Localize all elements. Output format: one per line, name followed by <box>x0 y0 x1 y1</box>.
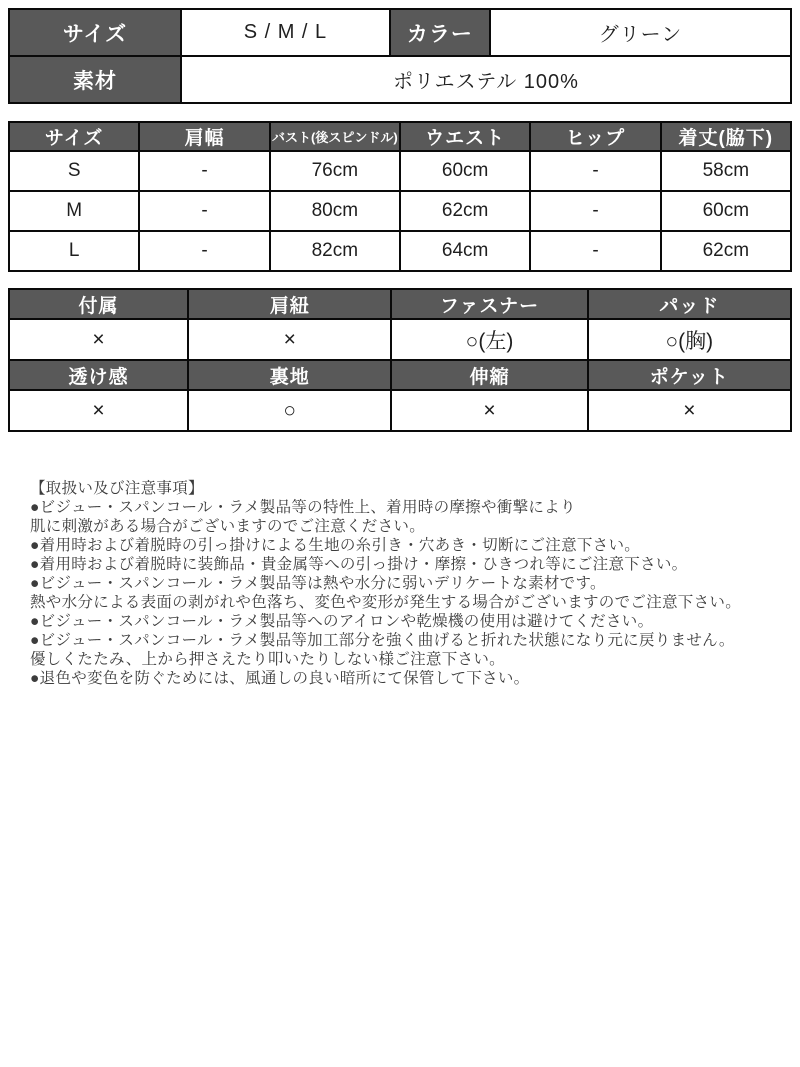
column-header: ヒップ <box>530 122 660 151</box>
table-cell: × <box>9 319 188 360</box>
size-row-m <box>9 191 791 231</box>
column-header: 肩紐 <box>188 289 391 319</box>
size-chart-table <box>8 121 792 272</box>
note-line: ●ビジュー・スパンコール・ラメ製品等へのアイロンや乾燥機の使用は避けてください。 <box>30 613 654 630</box>
table-cell: 62cm <box>661 231 791 271</box>
table-cell: ○(左) <box>391 319 587 360</box>
column-header: パッド <box>588 289 791 319</box>
table-cell: 60cm <box>400 151 530 191</box>
column-header: 伸縮 <box>391 360 587 390</box>
note-line: 肌に刺激がある場合がございますのでご注意ください。 <box>30 518 426 535</box>
color-label: カラー <box>390 9 490 56</box>
column-header: サイズ <box>9 122 139 151</box>
spec-value-row-2 <box>9 390 791 431</box>
table-cell: 62cm <box>400 191 530 231</box>
table-cell: - <box>139 151 269 191</box>
column-header: ファスナー <box>391 289 587 319</box>
column-header: 付属 <box>9 289 188 319</box>
spec-header-row-1 <box>9 289 791 319</box>
column-header: バスト(後スピンドル) <box>270 122 400 151</box>
info-row-material <box>9 56 791 103</box>
material-value: ポリエステル 100% <box>181 56 791 103</box>
table-cell: - <box>530 231 660 271</box>
table-cell: - <box>530 151 660 191</box>
note-line: ●退色や変色を防ぐためには、風通しの良い暗所にて保管して下さい。 <box>30 670 530 687</box>
table-cell: × <box>9 390 188 431</box>
table-cell: S <box>9 151 139 191</box>
table-cell: - <box>139 231 269 271</box>
spec-value-row-1 <box>9 319 791 360</box>
info-table <box>8 8 792 104</box>
info-row-size-color <box>9 9 791 56</box>
size-row-l <box>9 231 791 271</box>
table-cell: ○ <box>188 390 391 431</box>
material-label: 素材 <box>9 56 181 103</box>
table-cell: 64cm <box>400 231 530 271</box>
note-line: 優しくたたみ、上から押さえたり叩いたりしない様ご注意下さい。 <box>30 651 505 668</box>
size-value: S / M / L <box>181 9 390 56</box>
table-cell: × <box>188 319 391 360</box>
column-header: ポケット <box>588 360 791 390</box>
note-line: ●ビジュー・スパンコール・ラメ製品等加工部分を強く曲げると折れた状態になり元に戻りません。 <box>30 632 735 649</box>
table-cell: M <box>9 191 139 231</box>
note-line: 熱や水分による表面の剥がれや色落ち、変色や変形が発生する場合がございますのでご注意下さい。 <box>30 594 742 611</box>
table-cell: - <box>530 191 660 231</box>
table-cell: 82cm <box>270 231 400 271</box>
note-line: ●着用時および着脱時に装飾品・貴金属等への引っ掛け・摩擦・ひきつれ等にご注意下さい。 <box>30 556 688 573</box>
table-cell: - <box>139 191 269 231</box>
spec-table <box>8 288 792 432</box>
spec-header-row-2 <box>9 360 791 390</box>
notes-section <box>30 479 790 688</box>
notes-title: 【取扱い及び注意事項】 <box>30 480 204 497</box>
table-cell: 76cm <box>270 151 400 191</box>
table-cell: 60cm <box>661 191 791 231</box>
table-cell: 80cm <box>270 191 400 231</box>
size-row-s <box>9 151 791 191</box>
table-cell: L <box>9 231 139 271</box>
column-header: 裏地 <box>188 360 391 390</box>
column-header: 肩幅 <box>139 122 269 151</box>
table-cell: × <box>588 390 791 431</box>
table-cell: × <box>391 390 587 431</box>
note-line: ●着用時および着脱時の引っ掛けによる生地の糸引き・穴あき・切断にご注意下さい。 <box>30 537 641 554</box>
size-chart-header-row <box>9 122 791 151</box>
color-value: グリーン <box>490 9 791 56</box>
table-cell: ○(胸) <box>588 319 791 360</box>
table-cell: 58cm <box>661 151 791 191</box>
size-label: サイズ <box>9 9 181 56</box>
column-header: 着丈(脇下) <box>661 122 791 151</box>
column-header: 透け感 <box>9 360 188 390</box>
note-line: ●ビジュー・スパンコール・ラメ製品等は熱や水分に弱いデリケートな素材です。 <box>30 575 606 592</box>
note-line: ●ビジュー・スパンコール・ラメ製品等の特性上、着用時の摩擦や衝撃により <box>30 499 576 516</box>
column-header: ウエスト <box>400 122 530 151</box>
